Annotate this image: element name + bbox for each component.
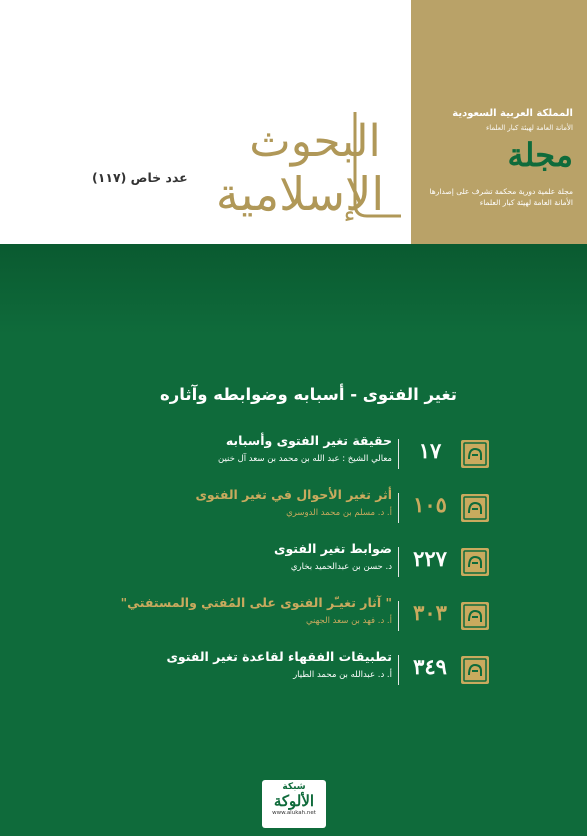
article-author: أ. د. مسلم بن محمد الدوسري bbox=[286, 508, 392, 518]
article-title: " آثار تغيـّر الفتوى على المُفتي والمستفتي" bbox=[120, 595, 392, 610]
country-name: المملكة العربية السعودية bbox=[452, 108, 573, 119]
page-number: ١٠٥ bbox=[413, 492, 447, 517]
article-title: ضوابط تغير الفتوى bbox=[274, 541, 392, 556]
badge-url: www.alukah.net bbox=[272, 810, 316, 816]
article-title: حقيقة تغير الفتوى وأسبابه bbox=[225, 433, 392, 448]
journal-emblem-icon bbox=[460, 655, 490, 685]
journal-emblem-icon bbox=[460, 601, 490, 631]
article-author: أ. د. فهد بن سعد الجهني bbox=[305, 616, 392, 626]
toc-entry[interactable] bbox=[0, 541, 587, 591]
article-author: د. حسن بن عبدالحميد بخاري bbox=[290, 562, 392, 572]
toc-entry[interactable] bbox=[0, 433, 587, 483]
journal-emblem-icon bbox=[460, 439, 490, 469]
badge-line-1: شبكة bbox=[282, 782, 306, 792]
logo-line-2: الإسلامية bbox=[215, 167, 385, 221]
entry-separator bbox=[398, 439, 399, 469]
toc-entry[interactable] bbox=[0, 595, 587, 645]
toc-entry[interactable] bbox=[0, 649, 587, 699]
journal-info-panel bbox=[411, 0, 587, 244]
special-issue-label: عدد خاص (١١٧) bbox=[92, 170, 188, 185]
article-title: أثر تغير الأحوال في تغير الفتوى bbox=[195, 487, 392, 502]
journal-emblem-icon bbox=[460, 493, 490, 523]
toc-entry[interactable] bbox=[0, 487, 587, 537]
entry-separator bbox=[398, 655, 399, 685]
contents-top-band bbox=[0, 244, 587, 334]
badge-logo-text: الألوكة bbox=[273, 792, 315, 810]
article-author: معالي الشيخ : عبد الله بن محمد بن سعد آل خنين bbox=[218, 454, 392, 464]
contents-section bbox=[0, 244, 587, 836]
journal-logo bbox=[205, 104, 410, 222]
page-number: ٣٤٩ bbox=[413, 654, 447, 679]
logo-line-1: البحوث bbox=[249, 116, 381, 167]
authority-name: الأمانة العامة لهيئة كبار العلماء bbox=[485, 124, 573, 132]
majalla-label: مجلة bbox=[507, 136, 573, 174]
page-number: ٣٠٣ bbox=[413, 600, 447, 625]
article-author: أ. د. عبدالله بن محمد الطيار bbox=[293, 670, 392, 680]
entry-separator bbox=[398, 547, 399, 577]
journal-emblem-icon bbox=[460, 547, 490, 577]
journal-description: مجلة علمية دورية محكمة تشرف على إصدارها الأمانة العامة لهيئة كبار العلماء bbox=[429, 187, 573, 207]
entry-separator bbox=[398, 493, 399, 523]
alukah-badge[interactable] bbox=[262, 780, 326, 828]
issue-theme-title: تغير الفتوى - أسبابه وضوابطه وآثاره bbox=[159, 385, 457, 404]
page-number: ٢٢٧ bbox=[413, 546, 447, 571]
entry-separator bbox=[398, 601, 399, 631]
page-number: ١٧ bbox=[418, 438, 442, 463]
article-title: تطبيقات الفقهاء لقاعدة تغير الفتوى bbox=[166, 649, 392, 664]
